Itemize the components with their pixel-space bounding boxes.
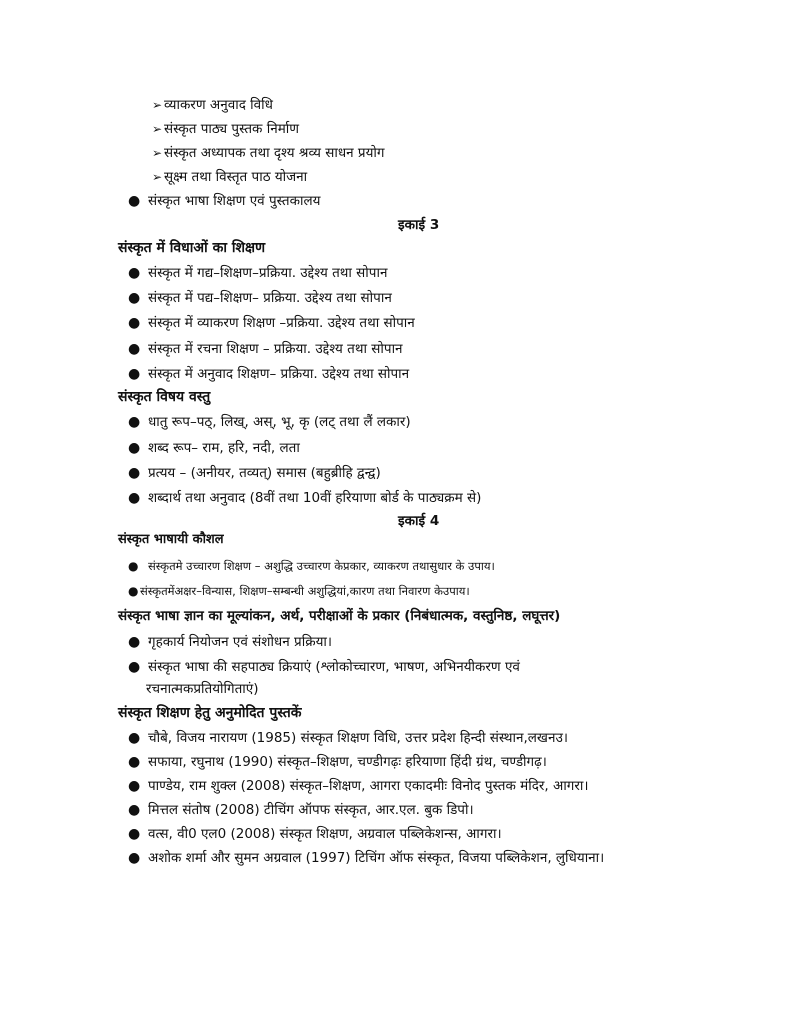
list-item: ● संस्कृतमेंअक्षर–विन्यास, शिक्षण–सम्बन्धी अशुद्धियां,कारण तथा निवारण केउपाय। <box>128 584 470 598</box>
bullet-icon: ● <box>128 440 141 456</box>
arrow-icon: ➢ <box>152 170 163 184</box>
section-heading: संस्कृत में विधाओं का शिक्षण <box>118 240 266 256</box>
bullet-icon: ● <box>128 754 141 770</box>
arrow-icon: ➢ <box>152 146 163 160</box>
list-item: ● प्रत्यय – (अनीयर, तव्यत्) समास (बहुब्रीहि द्वन्द्व) <box>128 465 381 481</box>
list-item: ● संस्कृत में व्याकरण शिक्षण –प्रक्रिया. उद्देश्य तथा सोपान <box>128 315 415 331</box>
unit-title: इकाई 4 <box>398 513 440 529</box>
list-item: ● संस्कृत भाषा शिक्षण एवं पुस्तकालय <box>128 193 321 209</box>
list-item: ● संस्कृत भाषा की सहपाठ्य क्रियाएं (श्लोकोच्चारण, भाषण, अभिनयीकरण एवं <box>128 659 520 675</box>
section-heading: संस्कृत भाषायी कौशल <box>118 532 224 547</box>
bullet-icon: ● <box>128 850 141 866</box>
bullet-icon: ● <box>128 584 139 598</box>
list-item: ● संस्कृत में गद्य–शिक्षण–प्रक्रिया. उद्देश्य तथा सोपान <box>128 265 388 281</box>
bullet-icon: ● <box>128 778 141 794</box>
list-item: ● संस्कृत में पद्य–शिक्षण– प्रक्रिया. उद्देश्य तथा सोपान <box>128 290 392 306</box>
book-item: ● पाण्डेय, राम शुक्ल (2008) संस्कृत–शिक्षण, आगरा एकादमीः विनोद पुस्तक मंदिर, आगरा। <box>128 778 589 794</box>
bullet-icon: ● <box>128 341 141 357</box>
book-item: ● मित्तल संतोष (2008) टीचिंग ऑपफ संस्कृत, आर.एल. बुक डिपो। <box>128 802 474 818</box>
unit-title: इकाई 3 <box>398 217 440 233</box>
arrow-icon: ➢ <box>152 98 163 112</box>
book-item: ● वत्स, वी0 एल0 (2008) संस्कृत शिक्षण, अग्रवाल पब्लिकेशन्स, आगरा। <box>128 826 502 842</box>
bullet-icon: ● <box>128 802 141 818</box>
bullet-icon: ● <box>128 193 141 209</box>
bullet-icon: ● <box>128 659 141 675</box>
section-heading: संस्कृत शिक्षण हेतु अनुमोदित पुस्तकें <box>118 705 302 721</box>
section-heading: संस्कृत भाषा ज्ञान का मूल्यांकन, अर्थ, परीक्षाओं के प्रकार (निबंधात्मक, वस्तुनिष्ठ, लघूत्तर) <box>118 608 561 624</box>
list-item: ● धातु रूप–पठ्, लिख्, अस्, भू, कृ (लट् तथा लैं लकार) <box>128 414 411 430</box>
bullet-icon: ● <box>128 366 141 382</box>
bullet-icon: ● <box>128 465 141 481</box>
list-item-continuation: रचनात्मकप्रतियोगिताएं) <box>146 681 259 697</box>
bullet-icon: ● <box>128 265 141 281</box>
arrow-item: ➢ सूक्ष्म तथा विस्तृत पाठ योजना <box>152 169 308 185</box>
bullet-icon: ● <box>128 826 141 842</box>
arrow-item: ➢ संस्कृत अध्यापक तथा दृश्य श्रव्य साधन प्रयोग <box>152 145 385 161</box>
list-item: ● संस्कृत में अनुवाद शिक्षण– प्रक्रिया. उद्देश्य तथा सोपान <box>128 366 410 382</box>
bullet-icon: ● <box>128 490 141 506</box>
list-item: ● गृहकार्य नियोजन एवं संशोधन प्रक्रिया। <box>128 634 333 650</box>
list-item: ● शब्द रूप– राम, हरि, नदी, लता <box>128 440 300 456</box>
bullet-icon: ● <box>128 414 141 430</box>
section-heading: संस्कृत विषय वस्तु <box>118 389 211 405</box>
list-item: ● संस्कृतमे उच्चारण शिक्षण – अशुद्धि उच्चारण केप्रकार, व्याकरण तथासुधार के उपाय। <box>128 559 495 573</box>
arrow-icon: ➢ <box>152 122 163 136</box>
bullet-icon: ● <box>128 290 141 306</box>
list-item: ● शब्दार्थ तथा अनुवाद (8वीं तथा 10वीं हरियाणा बोर्ड के पाठ्यक्रम से) <box>128 490 482 506</box>
bullet-icon: ● <box>128 730 141 746</box>
arrow-item: ➢ संस्कृत पाठ्य पुस्तक निर्माण <box>152 121 300 137</box>
book-item: ● अशोक शर्मा और सुमन अग्रवाल (1997) टिचिंग ऑफ संस्कृत, विजया पब्लिकेशन, लुधियाना। <box>128 850 605 866</box>
bullet-icon: ● <box>128 559 139 573</box>
bullet-icon: ● <box>128 315 141 331</box>
book-item: ● चौबे, विजय नारायण (1985) संस्कृत शिक्षण विधि, उत्तर प्रदेश हिन्दी संस्थान,लखनउ। <box>128 730 568 746</box>
bullet-icon: ● <box>128 634 141 650</box>
book-item: ● सफाया, रघुनाथ (1990) संस्कृत–शिक्षण, चण्डीगढ़ः हरियाणा हिंदी ग्रंथ, चण्डीगढ़। <box>128 754 547 770</box>
list-item: ● संस्कृत में रचना शिक्षण – प्रक्रिया. उद्देश्य तथा सोपान <box>128 341 403 357</box>
arrow-item: ➢ व्याकरण अनुवाद विधि <box>152 97 273 113</box>
